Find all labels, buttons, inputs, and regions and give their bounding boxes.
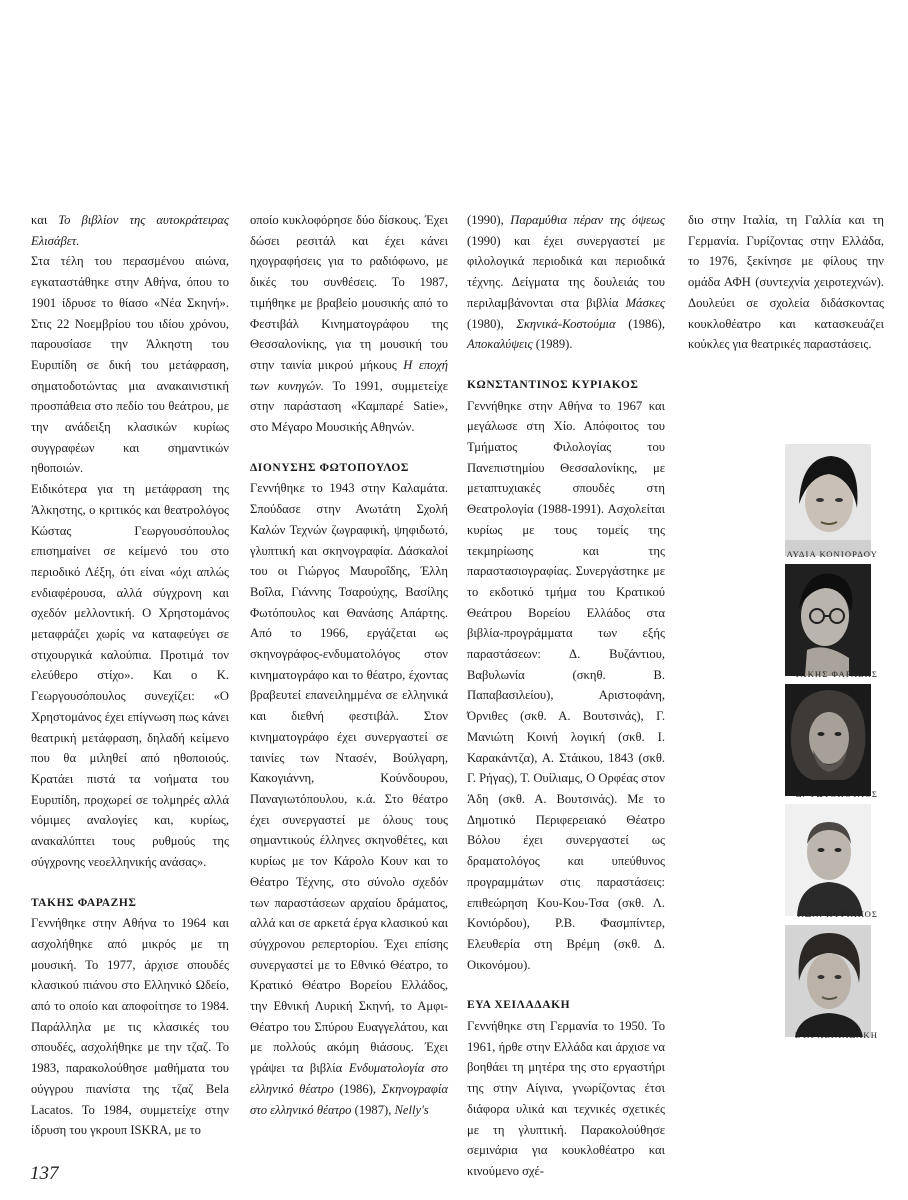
section-heading: ΤΑΚΗΣ ΦΑΡΑΖΗΣ bbox=[31, 896, 137, 909]
book-title: Σκηνικά-Κοστούμια bbox=[516, 316, 616, 331]
film-title: Η εποχή των κυνηγών. bbox=[250, 357, 448, 393]
text-span: Το 1991, συμμετείχε στην παράσταση «Καμπαρέ Satie», στο Μέγαρο Μουσικής Αθηνών. bbox=[250, 378, 448, 435]
book-title: Ενδυματολογία στο ελληνικό θέατρο bbox=[250, 1061, 448, 1096]
text-span: (1987), bbox=[351, 1102, 395, 1117]
text-column-3 bbox=[467, 210, 665, 1182]
book-title: Το βιβλίον της αυτοκράτειρας Ελισάβετ. bbox=[31, 213, 229, 248]
section-heading: ΔΙΟΝΥΣΗΣ ΦΩΤΟΠΟΥΛΟΣ bbox=[250, 461, 410, 474]
text-span: και bbox=[31, 213, 59, 227]
text-span: (1990) και έχει συνεργαστεί με φιλολογικά περιοδικά και περιοδικά τέχνης. Δείγματα της δουλειάς του περιλαμβάνονται στα βιβλία bbox=[467, 233, 665, 310]
text-span: (1986), bbox=[333, 1081, 382, 1096]
portrait-image bbox=[785, 925, 871, 1037]
paragraph bbox=[31, 210, 229, 251]
book-title: Αποκαλύψεις bbox=[467, 337, 533, 352]
book-title: Παραμύθια πέραν της όψεως bbox=[510, 213, 666, 227]
paragraph: Γεννήθηκε στη Γερμανία το 1950. Το 1961, ήρθε στην Ελλάδα και άρχισε να βοηθάει τη μητέρα της στο εργαστήρι της στην Αίγινα, γνωρίζοντας έτσι διάφορα υλικά και τεχνικές σχετικές με τη γλυπτική. Παρακολούθησε σεμινάρια για κουκλοθέατρο και κινούμενο σχέ- bbox=[467, 1019, 665, 1178]
photo-caption: Δ. ΦΩΤΟΠΟΥΛΟΣ bbox=[796, 789, 878, 799]
paragraph: Γεννήθηκε στην Αθήνα το 1967 και μεγάλωσε στη Χίο. Απόφοιτος του Τμήματος Φιλολογίας του Πανεπιστημίου Θεσσαλονίκης, με μεταπτυχιακές σπουδές στη Θεατρολογία (1988-1991). Ασχολείται κυρίως με τους τομείς της τεκμηρίωσης και της παραστασιογραφίας. Συνεργάστηκε με το εκδοτικό τμήμα του Κρατικού Θεάτρου Βορείου Ελλάδος στα βιβλία-προγράμματα των εξής παραστάσεων: Δ. Βυζάντιου, Βαβυλωνία (σκηθ. Β. Παπαβασιλείου), Αριστοφάνη, Όρνιθες (σκθ. Α. Βουτσινάς), Γ. Μανιώτη Κοινή λογική (σκθ. Ι. Καρακάντζα), Α. Στάικου, 1843 (σκθ. Γ. Ρήγας), Τ. Ουίλιαμς, Ο Ορφέας στον Άδη (σκθ. Α. Βουτσινάς). Με το Δημοτικό Περιφερειακό Θέατρο Βόλου έχει συνεργαστεί ως δραματολόγος και υπεύθυνος προγραμμάτων στις παραστάσεις: επιθεώρηση Κου-Κου-Τσα (σκθ. Λ. Κονιόρδου), Ρ.Β. Φασμπίντερ, Ελευθερία στη Βρέμη (σκθ. Δ. Οικονόμου). bbox=[467, 398, 665, 972]
photo-caption: ΚΩΝ. ΚΥΡΙΑΚΟΣ bbox=[797, 909, 878, 919]
text-column-2 bbox=[250, 210, 448, 1120]
portrait-photo-kyriakos bbox=[785, 804, 871, 916]
portrait-image bbox=[785, 684, 871, 796]
portrait-photo-fotopoulos bbox=[785, 684, 871, 796]
section-heading: ΕΥΑ ΧΕΙΛΑΔΑΚΗ bbox=[467, 999, 571, 1012]
book-title: Nelly's bbox=[394, 1102, 429, 1117]
portrait-image bbox=[785, 444, 871, 556]
portrait-photo-heiladaki bbox=[785, 925, 871, 1037]
text-span: (1986), bbox=[615, 316, 665, 331]
section-heading: ΚΩΝΣΤΑΝΤΙΝΟΣ ΚΥΡΙΑΚΟΣ bbox=[467, 378, 639, 391]
paragraph: Ειδικότερα για τη μετάφραση της Άλκηστης, ο κριτικός και θεατρολόγος Κώστας Γεωργουσόπουλος επισημαίνει σε κείμενό του στο περιοδικό Λέξη, ότι είναι «όχι απλώς ενδιαφέρουσα, αλλά σύγχρονη και σχεδόν μελλοντική. Ο Χρηστομάνος μεταφράζει χωρίς να καταφεύγει σε στιχουργικά καλούπια. Προτιμά τον ελεύθερο στίχο». Και ο Κ. Γεωργουσόπουλος συνεχίζει: «Ο Χρηστομάνος έχει επίγνωση πως κάνει θεατρική μετάφραση, δηλαδή κείμενο που θα μιληθεί από ηθοποιούς. Κρατάει πιστά τα νοήματα του Ευριπίδη, προχωρεί σε τολμηρές αλλά νόμιμες αναλογίες και, κυρίως, ανακαλύπτει τους ρυθμούς της σύγχρονης νεοελληνικής ανάσας». bbox=[31, 482, 229, 869]
text-column-4 bbox=[688, 210, 884, 355]
text-span: (1990), bbox=[467, 213, 511, 227]
book-title: Σκηνογραφία στο ελληνικό θέατρο bbox=[250, 1081, 448, 1117]
paragraph: Γεννήθηκε στην Αθήνα το 1964 και ασχολήθηκε από μικρός με τη μουσική. Το 1977, άρχισε σπουδές κλασικού πιάνου στο Ελληνικό Ωδείο, από το οποίο και αποφοίτησε το 1984. Παράλληλα με τις κλασικές του σπουδές, ασχολήθηκε με την τζαζ. Το 1983, παρακολούθησε μαθήματα του ούγγρου πιανίστα της τζαζ Bela Lacatos. Το 1984, συμμετείχε στην ίδρυση του γκρουπ ISKRA, με το bbox=[31, 916, 229, 1138]
page-number: 137 bbox=[30, 1163, 59, 1184]
paragraph bbox=[467, 210, 665, 355]
text-span: (1989). bbox=[532, 337, 573, 352]
portrait-image bbox=[785, 564, 871, 676]
text-span: Γεννήθηκε το 1943 στην Καλαμάτα. Σπούδασε στην Ανωτάτη Σχολή Καλών Τεχνών ζωγραφική, ψηφιδωτό, γλυπτική και σκηνογραφία. Δάσκαλοί του οι Γιώργος Μαυροΐδης, Έλλη Βοΐλα, Γιάννης Τσαρούχης, Βασίλης Φωτόπουλος και Θανάσης Απάρτης. Από το 1966, εργάζεται ως σκηνογράφος-ενδυματολόγος στον κινηματογράφο και το θέατρο, έχοντας βραβευτεί επανειλημμένα σε ελληνικά και διεθνή φεστιβάλ. Στον κινηματογράφο έχει συνεργαστεί σε ταινίες των Ντασέν, Βούλγαρη, Κακογιάννη, Κούνδουρου, Παναγιωτόπουλου, κ.ά. Στο θέατρο έχει συνεργαστεί με όλους τους σημαντικούς έλληνες σκηνοθέτες, και κυρίως με τον Κάρολο Κουν και το Θέατρο Τέχνης, στο σύνολο σχεδόν των παραστάσεων αρχαίου δράματος, αλλά και σε αρκετά έργα κλασικού και σύγχρονου ρεπερτορίου. Έχει επίσης συνεργαστεί με το Εθνικό Θέατρο, το Κρατικό Θέατρο Βορείου Ελλάδος, την Εθνική Λυρική Σκηνή, το Αμφι-Θέατρο του Σπύρου Ευαγγελάτου, και με πολλούς ακόμη θιάσους. Έχει γράψει τα βιβλία bbox=[250, 481, 448, 1076]
text-span: οποίο κυκλοφόρησε δύο δίσκους. Έχει δώσει ρεσιτάλ και έχει κάνει ηχογραφήσεις για το ραδιόφωνο, με δικές του συνθέσεις. Το 1987, τιμήθηκε με βραβείο μουσικής από το Φεστιβάλ Κινηματογράφου της Θεσσαλονίκης, για τη μουσική του στην ταινία μικρού μήκους bbox=[250, 213, 448, 372]
photo-caption: ΤΑΚΗΣ ΦΑΡΑΖΗΣ bbox=[794, 669, 878, 679]
paragraph bbox=[250, 478, 448, 1120]
text-span: (1980), bbox=[467, 316, 517, 331]
portrait-photo-koniordou bbox=[785, 444, 871, 556]
book-title: Μάσκες bbox=[625, 295, 665, 310]
text-column-1 bbox=[31, 210, 229, 1141]
portrait-photo-farazis bbox=[785, 564, 871, 676]
paragraph: διο στην Ιταλία, τη Γαλλία και τη Γερμανία. Γυρίζοντας στην Ελλάδα, το 1976, ξεκίνησε με φίλους την ομάδα ΑΦΗ (συντεχνία χειροτεχνών). Δουλεύει σε σχολεία διδάσκοντας κουκλοθέατρο και κατασκευάζει κούκλες για θεατρικές παραστάσεις. bbox=[688, 213, 884, 352]
photo-caption: ΛΥΔΙΑ ΚΟΝΙΟΡΔΟΥ bbox=[786, 549, 878, 559]
paragraph bbox=[250, 210, 448, 438]
paragraph: Στα τέλη του περασμένου αιώνα, εγκαταστάθηκε στην Αθήνα, όπου το 1901 ίδρυσε το θίασο «Νέα Σκηνή». Στις 22 Νοεμβρίου του ιδίου χρόνου, παρουσίασε την Άλκηστη του Ευριπίδη σε δική του μετάφραση, σηματοδοτώντας μια ανακαινιστική προσπάθεια στο πεδίο του θεάτρου, με την ανάδειξη κλασικών κυρίως συγγραφέων και σημαντικών ηθοποιών. bbox=[31, 254, 229, 476]
photo-caption: ΕΥΑ ΧΕΙΛΑΔΑΚΗ bbox=[794, 1030, 878, 1040]
portrait-image bbox=[785, 804, 871, 916]
